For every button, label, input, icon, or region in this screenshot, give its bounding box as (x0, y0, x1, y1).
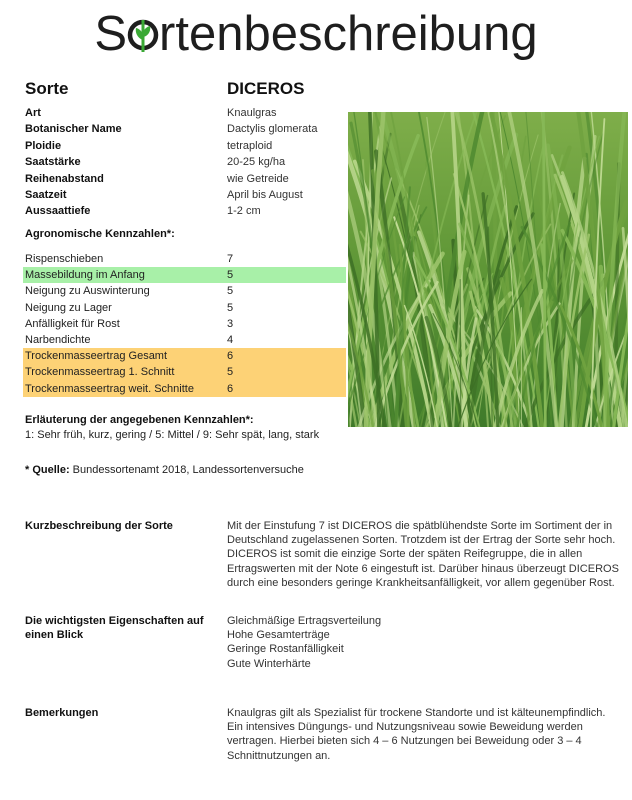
section-line: Hohe Gesamterträge (227, 629, 330, 642)
agronomic-value: 3 (227, 317, 234, 330)
section-heading: Die wichtigsten Eigenschaften auf einen Blick (25, 615, 204, 641)
agronomic-label: Trockenmasseertrag weit. Schnitte (25, 382, 194, 395)
section-line: vertragen. Hierbei bieten sich 4 – 6 Nutzungen bei Beweidung oder 3 – 4 (227, 735, 582, 748)
agronomic-label: Neigung zu Auswinterung (25, 285, 150, 298)
section-heading: Kurzbeschreibung der Sorte (25, 520, 173, 532)
logo-o-icon (127, 16, 159, 52)
section-line: Ertragswerten mit der Note 6 eingestuft ist. Darüber hinaus überzeugt DICEROS (227, 562, 619, 575)
agronomic-row (23, 251, 346, 267)
property-label: Saatzeit (25, 188, 67, 201)
section-heading: Bemerkungen (25, 707, 99, 719)
property-row (25, 203, 345, 219)
agronomic-label: Massebildung im Anfang (25, 269, 145, 282)
agronomic-label: Rispenschieben (25, 253, 104, 265)
properties-table (25, 105, 345, 220)
agronomic-row (23, 332, 346, 348)
property-value: 20-25 kg/ha (227, 156, 286, 169)
property-label: Reihenabstand (25, 172, 104, 185)
source-text: Bundessortenamt 2018, Landessortenversuche (69, 464, 304, 476)
agronomic-label: Neigung zu Lager (25, 301, 112, 314)
property-label: Art (25, 107, 41, 119)
agronomic-label: Trockenmasseertrag 1. Schnitt (25, 366, 175, 379)
section-text (227, 519, 622, 590)
agronomic-label: Trockenmasseertrag Gesamt (25, 350, 168, 363)
section-text (227, 706, 622, 763)
agronomic-value: 4 (227, 333, 234, 346)
section-line: Schnittnutzungen an. (227, 749, 331, 762)
agronomic-value: 5 (227, 269, 234, 282)
property-value: April bis August (227, 188, 303, 201)
title-rest: rtenbeschreibung (159, 7, 538, 61)
grass-photo (348, 112, 628, 427)
agronomic-value: 5 (227, 301, 234, 314)
section-line: Geringe Rostanfälligkeit (227, 643, 344, 656)
agronomic-row (23, 348, 346, 364)
property-label: Aussaattiefe (25, 205, 91, 218)
section-line: DICEROS ist somit die einzige Sorte der späten Reifegruppe, die in allen (227, 548, 583, 561)
title-start: S (94, 7, 128, 61)
erlaeuterung-heading: Erläuterung der angegebenen Kennzahlen*: (25, 414, 254, 426)
section-line: Mit der Einstufung 7 ist DICEROS die spätblühendste Sorte im Sortiment der in (227, 520, 613, 532)
property-value: wie Getreide (227, 172, 289, 185)
property-label: Botanischer Name (25, 123, 122, 136)
agronomic-row (23, 381, 346, 397)
sorte-label: Sorte (25, 79, 69, 98)
property-row (25, 154, 345, 170)
agronomic-value: 6 (227, 350, 234, 363)
agronomic-row (23, 364, 346, 380)
agronomic-row (23, 283, 346, 299)
section-line: Ein intensives Düngungs- und Nutzungsniveau sowie Beweidung werden (227, 721, 583, 734)
property-value: Knaulgras (227, 107, 277, 119)
property-row (25, 171, 345, 187)
property-label: Ploidie (25, 139, 62, 152)
erlaeuterung-text: 1: Sehr früh, kurz, gering / 5: Mittel / 9: Sehr spät, lang, stark (25, 429, 320, 441)
property-value: Dactylis glomerata (227, 123, 318, 136)
agronomic-value: 5 (227, 285, 234, 298)
agronomic-heading: Agronomische Kennzahlen*: (25, 228, 175, 240)
agronomic-label: Narbendichte (25, 333, 91, 346)
agronomic-row (23, 316, 346, 332)
section-line: Knaulgras gilt als Spezialist für trockene Standorte und ist kälteunempfindlich. (227, 707, 606, 719)
source-note (25, 464, 304, 476)
property-label: Saatstärke (25, 156, 81, 169)
section-line: durch eine besonders geringe Krankheitsanfälligkeit, vor allem gegenüber Rost. (227, 576, 615, 589)
property-value: 1-2 cm (227, 205, 261, 218)
source-label: * Quelle: (25, 464, 70, 476)
grass-image (348, 112, 628, 427)
section-line: Deutschland zugelassenen Sorten. Trotzdem ist der Ertrag der Sorte sehr hoch. (227, 534, 616, 547)
sorte-value: DICEROS (227, 79, 305, 98)
agronomic-table (23, 251, 346, 397)
grass-blade (460, 280, 461, 427)
agronomic-row (23, 267, 346, 283)
property-value: tetraploid (227, 139, 273, 152)
property-row (25, 121, 345, 137)
agronomic-label: Anfälligkeit für Rost (25, 317, 120, 330)
agronomic-value: 7 (227, 253, 234, 265)
section-line: Gleichmäßige Ertragsverteilung (227, 615, 382, 627)
page-title (0, 6, 632, 62)
section-line: Gute Winterhärte (227, 657, 311, 670)
property-row (25, 105, 345, 121)
agronomic-row (23, 300, 346, 316)
agronomic-value: 6 (227, 382, 234, 395)
section-text (227, 614, 622, 671)
property-row (25, 138, 345, 154)
agronomic-value: 5 (227, 366, 234, 379)
property-row (25, 187, 345, 203)
